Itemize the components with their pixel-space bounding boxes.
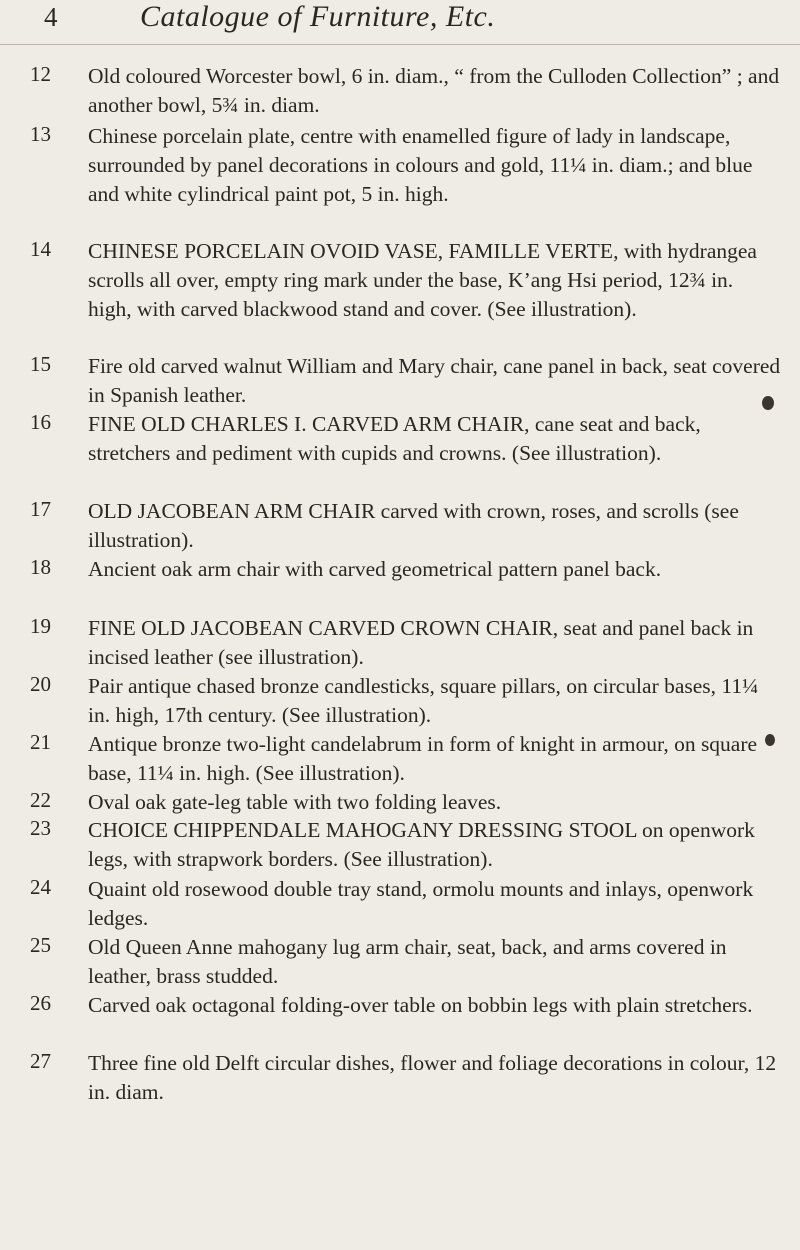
ink-spot-mark (765, 734, 775, 746)
lot-number: 13 (30, 122, 51, 146)
lot-number: 17 (30, 497, 51, 521)
lot-description: Ancient oak arm chair with carved geometrical pattern panel back. (88, 557, 662, 581)
lot-description: Antique bronze two-light candelabrum in form of knight in armour, on square base, 11¼ in. high. (See illustration). (88, 732, 758, 785)
lot-number: 25 (30, 933, 51, 957)
lot-description: Pair antique chased bronze candlesticks, square pillars, on circular bases, 11¼ in. high, 17th century. (See illustration). (88, 674, 759, 727)
lot-number: 23 (30, 816, 51, 840)
lot-number: 27 (30, 1049, 51, 1073)
lot-description: CHOICE CHIPPENDALE MAHOGANY DRESSING STOOL on openwork legs, with strapwork borders. (See illustration). (88, 818, 755, 871)
page-number: 4 (44, 2, 58, 32)
lot-number: 12 (30, 62, 51, 86)
lot-description: Carved oak octagonal folding-over table on bobbin legs with plain stretchers. (88, 993, 753, 1017)
ink-spot-mark (762, 396, 774, 410)
lot-description: Old Queen Anne mahogany lug arm chair, seat, back, and arms covered in leather, brass studded. (88, 935, 727, 988)
lot-description: CHINESE PORCELAIN OVOID VASE, FAMILLE VERTE, with hydrangea scrolls all over, empty ring mark under the base, K’ang Hsi period, 12¾ in. high, with carved blackwood stand and cover. (See illustration). (88, 239, 757, 321)
page-title: Catalogue of Furniture, Etc. (140, 0, 496, 33)
lot-description: Fire old carved walnut William and Mary chair, cane panel in back, seat covered in Spanish leather. (88, 354, 781, 407)
lot-number: 14 (30, 237, 51, 261)
lot-number: 20 (30, 672, 51, 696)
lot-description: FINE OLD JACOBEAN CARVED CROWN CHAIR, seat and panel back in incised leather (see illustration). (88, 616, 754, 669)
lot-number: 21 (30, 730, 51, 754)
lot-description: Quaint old rosewood double tray stand, ormolu mounts and inlays, openwork ledges. (88, 877, 754, 930)
lot-number: 15 (30, 352, 51, 376)
lot-description: FINE OLD CHARLES I. CARVED ARM CHAIR, cane seat and back, stretchers and pediment with cupids and crowns. (See illustration). (88, 412, 701, 465)
lot-description: OLD JACOBEAN ARM CHAIR carved with crown, roses, and scrolls (see illustration). (88, 499, 739, 552)
lot-number: 24 (30, 875, 51, 899)
lot-description: Chinese porcelain plate, centre with enamelled figure of lady in landscape, surrounded by panel decorations in colours and gold, 11¼ in. diam.; and blue and white cylindrical paint pot, 5 in. high. (88, 124, 753, 206)
lot-description: Old coloured Worcester bowl, 6 in. diam., “ from the Culloden Collection” ; and another bowl, 5¾ in. diam. (88, 64, 780, 117)
lot-number: 16 (30, 410, 51, 434)
lot-number: 18 (30, 555, 51, 579)
lot-number: 26 (30, 991, 51, 1015)
lot-number: 19 (30, 614, 51, 638)
header-rule (0, 44, 800, 45)
lot-number: 22 (30, 788, 51, 812)
lot-description: Three fine old Delft circular dishes, flower and foliage decorations in colour, 12 in. diam. (88, 1051, 777, 1104)
lot-description: Oval oak gate-leg table with two folding leaves. (88, 790, 502, 814)
